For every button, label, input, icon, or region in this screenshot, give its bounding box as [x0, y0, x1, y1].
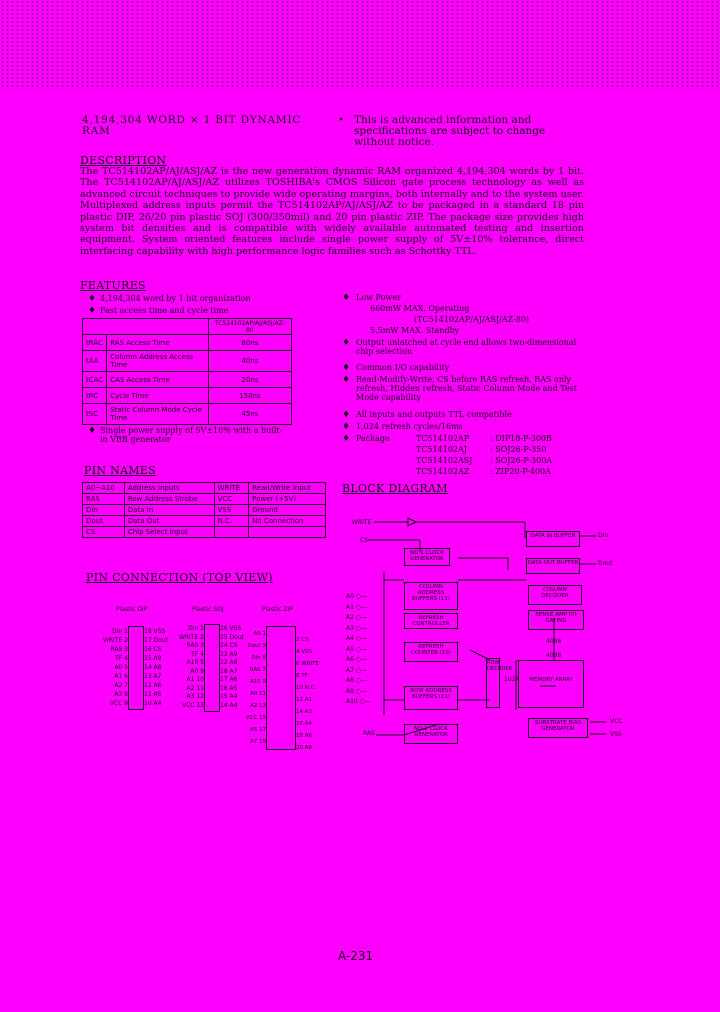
pin-label: 14 A3 — [296, 709, 313, 715]
bullet-icon: ♦ — [342, 338, 351, 348]
pin-label: 23 A9 — [220, 650, 238, 658]
bullet-icon: ♦ — [342, 422, 351, 432]
pin-label: A3 12 — [186, 693, 204, 700]
pin-label: 17 A6 — [220, 676, 238, 683]
pin-label: 6 WRITE — [296, 661, 319, 667]
pin-label: WRITE 2 — [102, 637, 128, 644]
pin-label: A5 17 — [249, 727, 266, 733]
refresh-controller: REFRESH CONTROLLER — [404, 613, 458, 629]
column-decoder: COLUMN DECODER — [528, 585, 582, 605]
feature-right-7: Package — [356, 434, 390, 443]
table-cell: tRAC — [83, 335, 107, 351]
dip-package-label: Plastic DIP — [116, 606, 148, 613]
table-cell: 150ns — [208, 388, 291, 404]
bullet-icon: ♦ — [342, 375, 351, 385]
address-pin-label: A10 ○— — [346, 698, 371, 705]
feature-left-3: Single power supply of 5V±10% with a built-in VBB generator — [100, 426, 283, 444]
feature-right-3: Common I/O capability — [356, 363, 450, 372]
vcc-label: VCC — [610, 718, 623, 725]
table-cell — [249, 527, 326, 538]
wordline-count: 1024 — [504, 676, 520, 683]
table-cell: Column Address Access Time — [107, 351, 209, 372]
pin-label: Din 5 — [251, 655, 266, 661]
din-label: Din — [598, 532, 609, 539]
address-pin-label: A9 ○— — [346, 687, 368, 695]
table-cell — [214, 527, 249, 538]
table-cell: Dout — [83, 516, 125, 527]
table-cell: tAA — [83, 351, 107, 372]
pin-label: TF 4 — [191, 650, 204, 658]
address-pin-label: A6 ○— — [346, 656, 368, 663]
address-pin-label: A3 ○— — [346, 624, 368, 632]
pin-connection-heading: PIN CONNECTION (TOP VIEW) — [86, 571, 273, 584]
pin-label: 15 A4 — [220, 693, 238, 700]
table-row — [83, 527, 326, 538]
pin-label: 26 VSS — [220, 625, 242, 632]
pin-label: VCC 13 — [181, 701, 204, 709]
block-diagram-heading: BLOCK DIAGRAM — [342, 482, 448, 495]
table-row — [83, 335, 292, 351]
zip-right-pins — [296, 634, 332, 754]
address-pin-label: A7 ○— — [346, 666, 368, 674]
row-decoder: ROW DECODER — [486, 658, 500, 708]
table-cell: tRC — [83, 388, 107, 404]
feature-right-4: Read-Modify-Write, CS before RAS refresh, RAS only refresh, Hidden refresh, Static Column Mode and Test Mode capability — [356, 375, 578, 402]
pin-label: VCC 9 — [109, 700, 128, 707]
pin-label: 17 Dout — [144, 637, 168, 644]
pin-label: 8 TF — [296, 673, 308, 679]
table-cell: Din — [83, 505, 125, 516]
dout-label: Dout — [598, 560, 613, 567]
bullet-icon: ♦ — [342, 434, 351, 444]
pin-label: 2 CS — [296, 637, 309, 643]
description-text: The TC514102AP/AJ/ASJ/AZ is the new generation dynamic RAM organized 4,194,304 words by 1 bit. The TC514102AP/AJ/ASJ/AZ utilizes TOSHIBA's CMOS Silicon gate process technology as well as advanced circuit techniques to provide wide operating margins, both internally and to the system user. Multiplexed address inputs permit the TC514102AP/AJ/ASJ/AZ to be packaged in a standard 18 pin plastic DIP, 26/20 pin plastic SOJ (300/350mil) and 20 pin plastic ZIP. The package size provides high system bit densities and is compatible with widely available automated testing and insertion equipment. System oriented features include single power supply of 5V±10% tolerance, direct interfacing capability with high performance logic families such as Schottky TTL. — [80, 166, 584, 257]
table-cell: tSC — [83, 404, 107, 425]
pin-label: A0 11 — [249, 691, 266, 697]
data-out-buffer: DATA OUT BUFFER — [526, 558, 580, 574]
sense-amp-io-gating: SENSE AMP I/O GATING — [528, 610, 584, 630]
soj-left-pins — [166, 625, 204, 710]
pin-label: 14 A4 — [220, 701, 238, 709]
pin-label: A0 5 — [114, 664, 128, 671]
bullet-icon: ♦ — [88, 306, 97, 316]
feature-right-6: 1,024 refresh cycles/16ms — [356, 422, 463, 431]
pin-label: 20 A8 — [296, 745, 313, 751]
address-pin-label: A4 ○— — [346, 635, 368, 642]
feature-right-1: Low Power — [356, 293, 401, 302]
table-cell: N.C. — [214, 516, 249, 527]
pin-label: RAS 3 — [186, 642, 204, 649]
table-cell: Ground — [249, 505, 326, 516]
address-pin-label: A1 ○— — [346, 603, 368, 611]
pin-label: RAS 7 — [249, 667, 266, 673]
pin-label: RAS 3 — [110, 646, 128, 653]
zip-left-pins — [238, 628, 266, 748]
table-row — [83, 505, 326, 516]
feature-left-2: Fast access time and cycle time — [100, 306, 229, 315]
pin-label: 15 A9 — [144, 655, 162, 662]
table-cell: 80ns — [208, 335, 291, 351]
pin-label: A2 7 — [114, 682, 128, 689]
table-row — [83, 516, 326, 527]
package-type: : ZIP20-P-400A — [490, 467, 551, 476]
pin-label: 13 A7 — [144, 673, 162, 680]
pin-label: 22 A8 — [220, 659, 238, 666]
power-line-2: (TC514102AP/AJ/ASJ/AZ-80) — [414, 315, 530, 324]
pin-label: A10 5 — [186, 659, 204, 666]
pin-label: 12 A6 — [144, 682, 162, 689]
refresh-counter: REFRESH COUNTER (10) — [404, 642, 458, 662]
pin-label: VCC 15 — [245, 715, 266, 721]
table-row — [83, 351, 292, 372]
soj-package-body — [204, 624, 220, 712]
pin-label: A7 19 — [249, 739, 266, 745]
pin-label: A9 1 — [253, 631, 266, 637]
ras-input-label: RAS — [363, 730, 375, 737]
table-cell: CS — [83, 527, 125, 538]
address-pin-label: A0 ○— — [346, 593, 368, 600]
pin-label: WRITE 2 — [178, 633, 204, 641]
package-type: : DIP18-P-300B — [490, 434, 552, 443]
pin-label: 12 A1 — [296, 697, 313, 703]
pin-label: 18 A6 — [296, 733, 313, 739]
pin-label: 16 A5 — [220, 684, 238, 692]
table-row — [83, 372, 292, 388]
pin-label: 16 A4 — [296, 721, 313, 727]
feature-right-2: Output unlatched at cycle end allows two-dimensional chip selection — [356, 338, 577, 356]
table-cell: Chip Select Input — [124, 527, 214, 538]
table-row — [83, 388, 292, 404]
pin-label: A10 9 — [249, 679, 266, 685]
features-table-header: TC514102AP/AJ/ASJ/AZ-80 — [208, 319, 291, 335]
pin-label: Din 1 — [112, 628, 128, 635]
pin-names-table — [82, 482, 326, 538]
bullet-icon: ♦ — [342, 363, 351, 373]
data-in-buffer: DATA IN BUFFER — [526, 531, 580, 547]
notice-bullet: • — [338, 114, 345, 126]
pin-label: 25 Dout — [220, 633, 244, 641]
power-line-3: 5.5mW MAX. Standby — [370, 326, 460, 335]
bullet-icon: ♦ — [342, 293, 351, 303]
table-cell: Read/Write Input — [249, 483, 326, 494]
address-pin-label: A8 ○— — [346, 677, 368, 684]
row-address-buffers: ROW ADDRESS BUFFERS (11) — [404, 686, 458, 710]
pin-label: Din 1 — [188, 625, 204, 632]
pin-label: 11 A5 — [144, 691, 162, 698]
package-type: : SOJ26-P-300A — [490, 456, 553, 465]
table-cell: RAS Access Time — [107, 335, 209, 351]
features-table — [82, 318, 292, 425]
description-heading: DESCRIPTION — [80, 154, 167, 167]
power-line-1: 660mW MAX. Operating — [370, 304, 470, 313]
table-cell: Data Out — [124, 516, 214, 527]
pin-label: Dout 3 — [247, 643, 266, 649]
table-cell: 20ns — [208, 372, 291, 388]
package-part: TC514102AZ — [416, 467, 470, 476]
no1-clock-generator: NO.1 CLOCK GENERATOR — [404, 548, 450, 566]
table-row — [83, 494, 326, 505]
table-cell: Data In — [124, 505, 214, 516]
soj-package-label: Plastic SOJ — [192, 606, 224, 613]
pin-label: 14 A8 — [144, 664, 162, 671]
package-type: : SOJ26-P-350 — [490, 445, 547, 454]
table-cell: No Connection — [249, 516, 326, 527]
pin-label: 18 VSS — [144, 628, 166, 635]
address-pin-label: A5 ○— — [346, 645, 368, 653]
pin-label: A3 8 — [114, 691, 128, 698]
pin-label: A2 11 — [186, 684, 204, 692]
bitline-count: 4096 — [546, 638, 562, 645]
table-cell: Row Address Strobe — [124, 494, 214, 505]
pin-label: A2 13 — [249, 703, 266, 709]
address-pin-label: A2 ○— — [346, 614, 368, 621]
table-cell: 40ns — [208, 351, 291, 372]
table-cell: VCC — [214, 494, 249, 505]
substrate-bias-generator: SUBSTRATE BIAS GENERATOR — [528, 718, 588, 738]
table-cell: RAS — [83, 494, 125, 505]
header-halftone — [0, 0, 720, 88]
table-cell: WRITE — [214, 483, 249, 494]
table-cell: Power (+5V) — [249, 494, 326, 505]
cs-input-label: CS — [360, 537, 368, 544]
memory-array: MEMORY ARRAY — [518, 660, 584, 708]
address-inputs — [346, 592, 371, 708]
table-row — [83, 404, 292, 425]
package-part: TC514102ASJ — [416, 456, 473, 465]
page-title: 4,194,304 WORD × 1 BIT DYNAMIC RAM — [82, 114, 302, 138]
pin-label: 18 A7 — [220, 667, 238, 675]
pin-names-heading: PIN NAMES — [84, 464, 156, 477]
pin-label: 10 N.C. — [296, 685, 317, 691]
table-cell: Cycle Time — [107, 388, 209, 404]
dip-package-body — [128, 626, 144, 710]
table-cell: Address Inputs — [124, 483, 214, 494]
write-input-label: WRITE — [352, 519, 372, 526]
features-heading: FEATURES — [80, 279, 146, 292]
feature-right-5: All inputs and outputs TTL compatible — [356, 410, 512, 419]
table-cell: tCAC — [83, 372, 107, 388]
table-cell: VSS — [214, 505, 249, 516]
array-column-count: 4096 — [546, 652, 562, 659]
table-cell: CAS Access Time — [107, 372, 209, 388]
column-address-buffers: COLUMN ADDRESS BUFFERS (11) — [404, 582, 458, 610]
bullet-icon: ♦ — [88, 426, 97, 436]
table-cell: A0~A10 — [83, 483, 125, 494]
table-row — [83, 483, 326, 494]
page-number: A-231 — [338, 949, 374, 963]
pin-label: 24 CS — [220, 642, 238, 649]
pin-label: 16 CS — [144, 646, 162, 653]
table-cell: Static Column Mode Cycle Time — [107, 404, 209, 425]
zip-package-body — [266, 626, 296, 750]
pin-label: 4 VSS — [296, 649, 312, 655]
bullet-icon: ♦ — [88, 294, 97, 304]
no2-clock-generator: NO.2 CLOCK GENERATOR — [404, 724, 458, 744]
bullet-icon: ♦ — [342, 410, 351, 420]
vss-label: VSS — [610, 731, 622, 738]
zip-package-label: Plastic ZIP — [262, 606, 293, 613]
pin-label: A0 9 — [190, 667, 204, 675]
pin-label: A1 10 — [186, 676, 204, 683]
notice-text: This is advanced information and specifications are subject to change without notice. — [354, 114, 546, 149]
package-part: TC514102AP — [416, 434, 470, 443]
pin-label: A1 6 — [114, 673, 128, 680]
features-table-corner — [83, 319, 209, 335]
dip-left-pins — [92, 627, 128, 708]
package-part: TC514102AJ — [416, 445, 467, 454]
pin-label: 10 A4 — [144, 700, 162, 707]
table-cell: 45ns — [208, 404, 291, 425]
pin-label: TF 4 — [115, 655, 128, 662]
feature-left-1: 4,194,304 word by 1 bit organization — [100, 294, 251, 303]
